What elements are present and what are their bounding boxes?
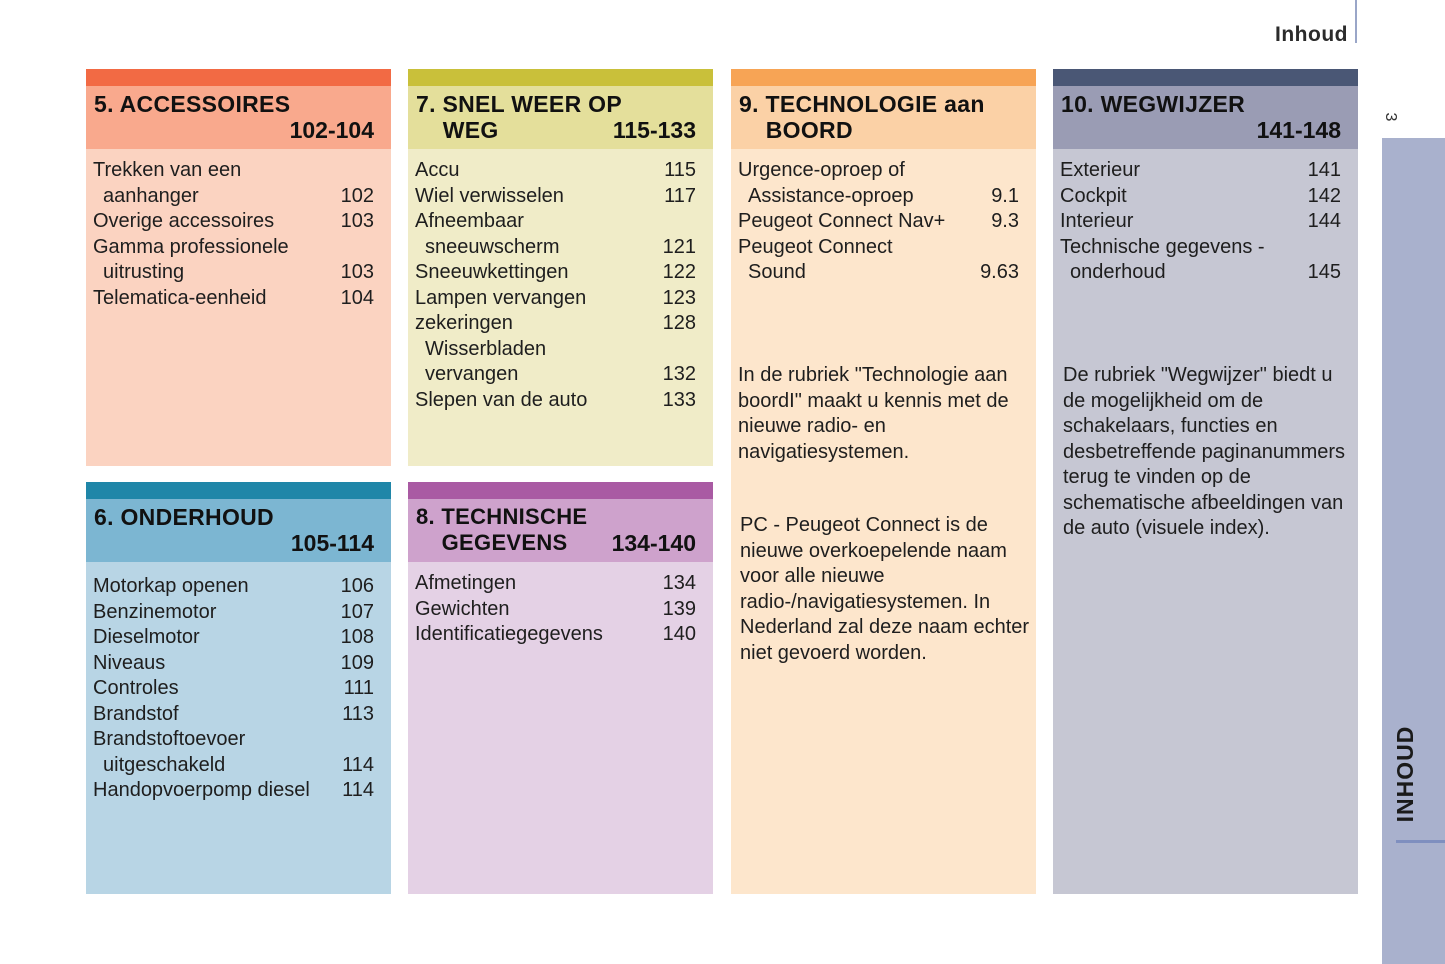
toc-entry-page: 109 xyxy=(340,651,374,674)
toc-entry-label: Assistance-oproep xyxy=(748,184,914,207)
toc-entry-page: 107 xyxy=(340,600,374,623)
toc-entry-label: Sneeuwkettingen xyxy=(415,261,569,283)
toc-entry-page: 113 xyxy=(342,702,374,725)
toc-entry-label: Exterieur xyxy=(1060,159,1141,181)
section-color-bar xyxy=(86,482,391,499)
section-title: 10. WEGWIJZER xyxy=(1061,91,1246,117)
toc-entry-label: onderhoud xyxy=(1070,261,1166,283)
toc-entry[interactable] xyxy=(93,260,374,286)
toc-entry-page: 104 xyxy=(340,286,374,309)
section-body xyxy=(408,149,713,466)
toc-entry[interactable] xyxy=(415,622,696,648)
toc-entry-page: 103 xyxy=(340,261,374,283)
toc-entry-label: Dieselmotor xyxy=(93,626,200,648)
toc-entry-label: Handopvoerpomp diesel xyxy=(93,779,310,801)
section-page-range: 115-133 xyxy=(612,117,696,143)
section-title: 5. ACCESSOIRES xyxy=(94,91,291,117)
toc-entry[interactable] xyxy=(738,260,1019,286)
section-page-range: 105-114 xyxy=(290,530,374,556)
toc-entry-label: Interieur xyxy=(1060,210,1134,232)
toc-entry-label: zekeringen xyxy=(415,312,513,334)
section-note: PC - Peugeot Connect is de nieuwe overkoepelende naam voor alle nieuwe radio-/navigatiesystemen. In Nederland zal deze naam echter niet gevoerd worden. xyxy=(740,514,1030,664)
section-header xyxy=(86,86,391,149)
toc-entry[interactable] xyxy=(415,260,696,286)
toc-entry[interactable] xyxy=(93,651,374,677)
section-body xyxy=(1053,149,1358,894)
section-onderhoud[interactable] xyxy=(86,482,391,894)
toc-entry-page: 103 xyxy=(340,210,374,232)
toc-entry-page: 114 xyxy=(342,779,374,801)
section-technische-gegevens[interactable] xyxy=(408,482,713,894)
toc-entry[interactable] xyxy=(738,209,1019,235)
section-color-bar xyxy=(1053,69,1358,86)
toc-entry-label: Lampen vervangen xyxy=(415,286,587,309)
section-title: 6. ONDERHOUD xyxy=(94,504,274,530)
toc-entry[interactable] xyxy=(415,597,696,623)
toc-entry-label: Urgence-oproep of xyxy=(738,159,905,181)
toc-entry[interactable] xyxy=(415,362,696,388)
section-header xyxy=(86,499,391,562)
side-tab-rule xyxy=(1396,840,1445,843)
toc-entry[interactable] xyxy=(415,311,696,337)
section-technologie[interactable] xyxy=(731,69,1036,894)
toc-entry[interactable] xyxy=(415,337,696,363)
toc-entry-page: 139 xyxy=(662,597,696,620)
toc-entry[interactable] xyxy=(93,625,374,651)
toc-entry[interactable] xyxy=(415,286,696,312)
toc-entry[interactable] xyxy=(415,235,696,261)
toc-entry[interactable] xyxy=(93,209,374,235)
toc-entry-page: 9.63 xyxy=(980,261,1019,283)
toc-entry-page: 9.3 xyxy=(991,210,1019,232)
section-header xyxy=(408,499,713,562)
toc-entry-page: 145 xyxy=(1307,261,1341,283)
toc-entry[interactable] xyxy=(93,600,374,626)
toc-entry[interactable] xyxy=(93,702,374,728)
toc-entry-label: Benzinemotor xyxy=(93,600,217,623)
heading-rule xyxy=(1355,0,1357,43)
toc-entry-label: Brandstof xyxy=(93,702,179,725)
toc-entry-page: 132 xyxy=(662,363,696,385)
toc-entry-label: Brandstoftoevoer xyxy=(93,728,246,750)
toc-entry-label: Niveaus xyxy=(93,651,166,674)
toc-entry[interactable] xyxy=(1060,260,1341,286)
section-snel-weer-op-weg[interactable] xyxy=(408,69,713,466)
toc-entry-page: 121 xyxy=(662,235,696,258)
toc-entry-label: Gewichten xyxy=(415,597,510,620)
toc-entry[interactable] xyxy=(93,676,374,702)
toc-entry-label: Technische gegevens - xyxy=(1060,235,1265,258)
toc-entry[interactable] xyxy=(1060,184,1341,210)
toc-entry-label: Trekken van een xyxy=(93,159,242,181)
toc-list xyxy=(415,571,696,648)
toc-entry-label: Identificatiegegevens xyxy=(415,623,603,645)
section-description: De rubriek "Wegwijzer" biedt u de mogelijkheid om de schakelaars, functies en desbetreffende paginanummers terug te vinden op de schematische afbeeldingen van de auto (visuele index). xyxy=(1063,364,1346,539)
section-body xyxy=(86,562,391,894)
toc-entry[interactable] xyxy=(93,753,374,779)
section-page-range: 134-140 xyxy=(611,530,696,556)
section-header xyxy=(408,86,713,149)
toc-entry-label: uitrusting xyxy=(103,261,185,283)
toc-entry-page: 128 xyxy=(662,312,696,334)
toc-entry-label: Peugeot Connect Nav+ xyxy=(738,210,946,232)
toc-entry-label: Afmetingen xyxy=(415,572,517,594)
toc-entry-page: 141 xyxy=(1307,159,1341,181)
toc-entry-label: vervangen xyxy=(425,363,519,385)
toc-entry[interactable] xyxy=(1060,209,1341,235)
toc-entry-page: 9.1 xyxy=(991,184,1019,207)
section-color-bar xyxy=(731,69,1036,86)
toc-entry-page: 142 xyxy=(1307,184,1341,207)
toc-list xyxy=(93,574,374,804)
toc-entry-page: 133 xyxy=(662,388,696,411)
toc-entry[interactable] xyxy=(93,235,374,261)
toc-entry-label: aanhanger xyxy=(103,184,199,207)
toc-entry-label: Sound xyxy=(748,261,806,283)
toc-entry-label: Cockpit xyxy=(1060,184,1127,207)
section-body xyxy=(731,149,1036,894)
toc-entry[interactable] xyxy=(93,574,374,600)
section-color-bar xyxy=(86,69,391,86)
section-color-bar xyxy=(408,482,713,499)
section-description: In de rubriek "Technologie aan boordI" maakt u kennis met de nieuwe radio- en navigatiesystemen. xyxy=(738,364,1009,463)
toc-entry-page: 144 xyxy=(1307,210,1341,232)
section-body xyxy=(408,562,713,894)
toc-list xyxy=(1060,158,1341,286)
toc-entry[interactable] xyxy=(1060,235,1341,261)
toc-entry-label: sneeuwscherm xyxy=(425,235,560,258)
toc-entry-label: Controles xyxy=(93,677,179,699)
toc-entry-label: Motorkap openen xyxy=(93,575,249,597)
toc-entry-page: 102 xyxy=(340,184,374,207)
toc-entry-page: 117 xyxy=(664,184,696,207)
toc-entry-page: 123 xyxy=(662,286,696,309)
toc-entry-label: Telematica-eenheid xyxy=(93,286,267,309)
toc-entry-page: 140 xyxy=(662,623,696,645)
toc-entry[interactable] xyxy=(415,209,696,235)
toc-entry-page: 111 xyxy=(343,677,374,699)
toc-entry-label: Afneembaar xyxy=(415,210,524,232)
toc-entry-page: 114 xyxy=(342,753,374,776)
toc-entry[interactable] xyxy=(415,571,696,597)
section-page-range: 141-148 xyxy=(1256,117,1341,143)
toc-entry-label: Accu xyxy=(415,159,460,181)
section-header xyxy=(1053,86,1358,149)
toc-list xyxy=(93,158,374,311)
toc-entry-label: Peugeot Connect xyxy=(738,235,893,258)
toc-entry-page: 106 xyxy=(340,575,374,597)
toc-entry[interactable] xyxy=(415,184,696,210)
toc-entry[interactable] xyxy=(93,158,374,184)
toc-entry[interactable] xyxy=(93,727,374,753)
toc-entry-label: Overige accessoires xyxy=(93,210,275,232)
section-title: 9. TECHNOLOGIE aan BOORD xyxy=(739,91,985,143)
page-number: 3 xyxy=(1382,112,1399,122)
page-title: Inhoud xyxy=(1275,23,1348,46)
toc-entry-page: 122 xyxy=(662,261,696,283)
toc-entry-label: Wiel verwisselen xyxy=(415,184,564,207)
section-header xyxy=(731,86,1036,149)
toc-entry-page: 134 xyxy=(662,572,696,594)
side-tab-label: INHOUD xyxy=(1392,725,1418,823)
toc-list xyxy=(415,158,696,413)
section-wegwijzer[interactable] xyxy=(1053,69,1358,894)
toc-entry[interactable] xyxy=(415,388,696,414)
section-body xyxy=(86,149,391,466)
toc-entry-label: uitgeschakeld xyxy=(103,753,226,776)
section-page-range: 102-104 xyxy=(289,117,374,143)
toc-entry[interactable] xyxy=(738,235,1019,261)
toc-entry[interactable] xyxy=(415,158,696,184)
section-accessoires[interactable] xyxy=(86,69,391,466)
toc-entry-page: 108 xyxy=(340,626,374,648)
toc-entry[interactable] xyxy=(1060,158,1341,184)
toc-entry[interactable] xyxy=(93,184,374,210)
section-color-bar xyxy=(408,69,713,86)
toc-entry[interactable] xyxy=(93,286,374,312)
toc-entry-page: 115 xyxy=(664,159,696,181)
toc-entry[interactable] xyxy=(738,158,1019,184)
toc-list xyxy=(738,158,1019,286)
section-title: 7. SNEL WEER OP WEG xyxy=(416,91,623,143)
toc-entry-label: Slepen van de auto xyxy=(415,388,588,411)
section-title: 8. TECHNISCHE GEGEVENS xyxy=(416,504,588,555)
toc-entry-label: Gamma professionele xyxy=(93,235,289,258)
toc-entry-label: Wisserbladen xyxy=(425,337,547,360)
toc-entry[interactable] xyxy=(738,184,1019,210)
toc-entry[interactable] xyxy=(93,778,374,804)
